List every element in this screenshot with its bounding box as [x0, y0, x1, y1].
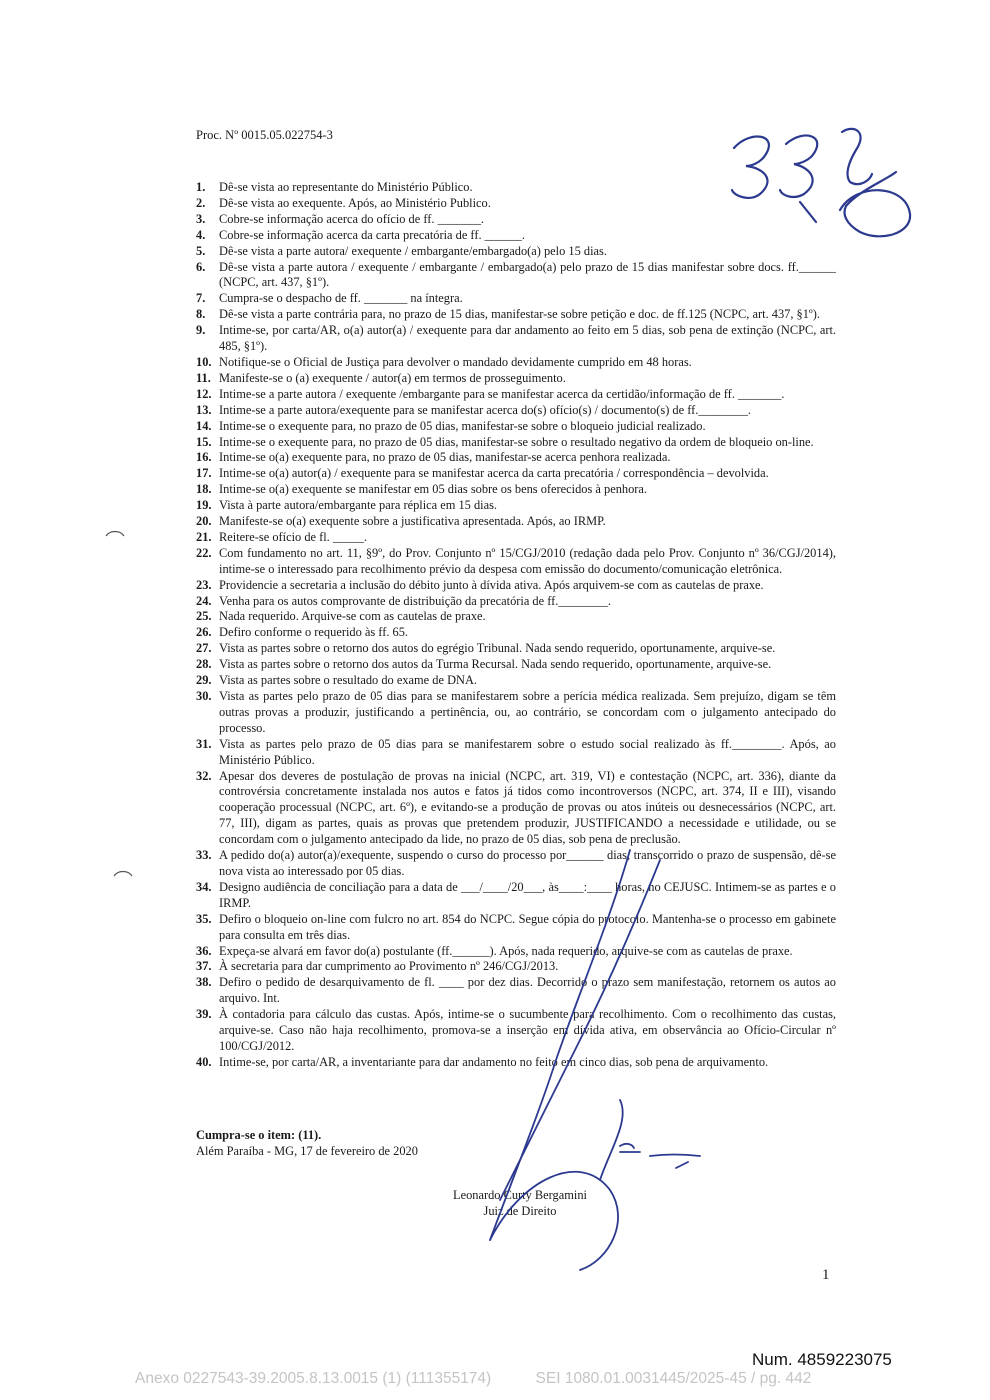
order-item [196, 387, 836, 403]
process-number: Proc. Nº 0015.05.022754-3 [196, 128, 333, 142]
item-text: Com fundamento no art. 11, §9º, do Prov. Conjunto nº 15/CGJ/2010 (redação dada pelo Prov. Conjunto nº 36/CGJ/2014), intime-se o interessado para recolhimento prévio da despesa com emissão do documento/comunicação eletrônica. [219, 545, 836, 576]
item-text: Apesar dos deveres de postulação de provas na inicial (NCPC, art. 319, VI) e contestação (NCPC, art. 336), diante da controvérsia concretamente instalada nos autos e fatos já tidos como incontroversos (NCPC, art. 374, II e III), visando cooperação processual (NCPC, art. 6º), e evitando-se a produção de provas ou atos inúteis ou desnecessários (NCPC, art. 77, III), digam as partes, quais as provas que pretendem produzir, JUSTIFICANDO a necessidade e utilidade, ou se concordam com o julgamento antecipado da lide, no prazo de 05 dias, sob pena de preclusão. [219, 768, 836, 847]
item-number: 11. [196, 370, 211, 385]
item-text: Intime-se o(a) exequente se manifestar em 05 dias sobre os bens oferecidos à penhora. [219, 482, 648, 497]
order-item [196, 737, 836, 769]
item-number: 18. [196, 482, 212, 497]
page-number: 1 [822, 1267, 830, 1283]
item-text: Cobre-se informação acerca do ofício de ff. _______. [219, 211, 485, 226]
item-text: Manifeste-se o (a) exequente / autor(a) em termos de prosseguimento. [219, 370, 566, 385]
item-text: Intime-se, por carta/AR, o(a) autor(a) / exequente para dar andamento ao feito em 5 dias, sob pena de extinção (NCPC, art. 485, §1º). [219, 323, 836, 354]
item-text: Reitere-se ofício de fl. _____. [219, 529, 367, 544]
item-number: 27. [196, 641, 212, 656]
item-text: Cobre-se informação acerca da carta precatória de ff. ______. [219, 227, 525, 242]
item-text: Intime-se o exequente para, no prazo de 05 dias, manifestar-se sobre o bloqueio judicial realizado. [219, 418, 706, 433]
order-item [196, 641, 836, 657]
item-number: 17. [196, 466, 212, 481]
item-number: 2. [196, 195, 206, 210]
order-item [196, 196, 836, 212]
item-number: 8. [196, 307, 206, 322]
order-item [196, 450, 836, 466]
handwritten-dash-mark [610, 1138, 710, 1178]
item-number: 20. [196, 514, 212, 529]
item-text: Vista as partes sobre o retorno dos autos do egrégio Tribunal. Nada sendo requerido, oportunamente, arquive-se. [219, 641, 776, 656]
item-number: 13. [196, 402, 212, 417]
item-text: Dê-se vista a parte autora / exequente / embargante / embargado(a) pelo prazo de 15 dias manifestar sobre docs. ff.______ (NCPC, art. 437, §1º). [219, 259, 836, 290]
item-number: 36. [196, 943, 212, 958]
item-number: 28. [196, 657, 212, 672]
order-item [196, 482, 836, 498]
item-number: 38. [196, 975, 212, 990]
annex-reference: Anexo 0227543-39.2005.8.13.0015 (1) (111355174) [135, 1370, 492, 1387]
item-number: 35. [196, 911, 212, 926]
item-text: Vista as partes sobre o retorno dos autos da Turma Recursal. Nada sendo requerido, oportunamente, arquive-se. [219, 657, 772, 672]
order-item [196, 466, 836, 482]
order-item [196, 625, 836, 641]
footer-watermark [135, 1370, 851, 1388]
order-item [196, 180, 836, 196]
order-item [196, 244, 836, 260]
item-number: 3. [196, 211, 206, 226]
item-text: Vista as partes sobre o resultado do exame de DNA. [219, 673, 478, 688]
item-text: Vista à parte autora/embargante para réplica em 15 dias. [219, 498, 498, 513]
item-number: 39. [196, 1007, 212, 1022]
item-number: 24. [196, 593, 212, 608]
closing-block [196, 1128, 418, 1160]
item-text: Providencie a secretaria a inclusão do débito junto à dívida ativa. Após arquivem-se com as cautelas de praxe. [219, 577, 764, 592]
order-item [196, 307, 836, 323]
item-text: Defiro o bloqueio on-line com fulcro no art. 854 do NCPC. Segue cópia do protocolo. Mantenha-se o processo em gabinete para consulta em três dias. [219, 911, 836, 942]
item-text: Vista as partes pelo prazo de 05 dias para se manifestarem sobre a perícia médica realizada. Sem prejuízo, digam se têm outras provas a produzir, justificando a pertinência, ou, ao contrário, se concordam com o julgamento antecipado do processo. [219, 689, 836, 735]
margin-punch-mark [112, 868, 134, 878]
order-item [196, 594, 836, 610]
sei-reference: SEI 1080.01.0031445/2025-45 / pg. 442 [535, 1370, 812, 1387]
item-text: A pedido do(a) autor(a)/exequente, suspendo o curso do processo por______ dias, transcorrido o prazo de suspensão, dê-se nova vista ao interessado por 05 dias. [219, 848, 836, 878]
item-text: Expeça-se alvará em favor do(a) postulante (ff.______). Após, nada requerido, arquive-se com as cautelas de praxe. [219, 943, 793, 958]
item-number: 7. [196, 291, 206, 306]
item-text: Designo audiência de conciliação para a data de ___/____/20___, às____:____ horas, no CEJUSC. Intimem-se as partes e o IRMP. [219, 879, 836, 910]
item-number: 30. [196, 689, 212, 703]
order-item [196, 355, 836, 371]
judge-role: Juiz de Direito [483, 1203, 557, 1218]
margin-punch-mark [104, 528, 126, 538]
order-item [196, 546, 836, 578]
order-item [196, 689, 836, 737]
item-text: Dê-se vista ao exequente. Após, ao Ministério Publico. [219, 195, 491, 210]
handwritten-signature [460, 820, 710, 1280]
item-number: 34. [196, 879, 212, 894]
item-number: 32. [196, 768, 212, 783]
judge-name: Leonardo Curty Bergamini [453, 1188, 587, 1202]
order-item [196, 419, 836, 435]
item-text: Dê-se vista a parte autora/ exequente / embargante/embargado(a) pelo 15 dias. [219, 243, 607, 258]
document-id: Num. 4859223075 [752, 1350, 892, 1369]
order-item [196, 435, 836, 451]
item-text: Intime-se o(a) exequente para, no prazo de 05 dias, manifestar-se acerca penhora realizada. [219, 450, 671, 465]
item-number: 4. [196, 227, 206, 242]
item-text: À contadoria para cálculo das custas. Após, intime-se o sucumbente para recolhimento. Com o recolhimento das custas, arquive-se. Caso não haja recolhimento, promova-se a inserção em dívida ativa, em observância ao Ofício-Circular nº 100/CGJ/2012. [219, 1007, 836, 1053]
cumpra-line: Cumpra-se o item: (11). [196, 1128, 322, 1142]
item-text: Dê-se vista a parte contrária para, no prazo de 15 dias, manifestar-se sobre petição e doc. de ff.125 (NCPC, art. 437, §1º). [219, 307, 820, 322]
item-text: Intime-se a parte autora / exequente /embargante para se manifestar acerca da certidão/informação de ff. _______. [219, 386, 785, 401]
item-number: 29. [196, 673, 212, 688]
item-text: Intime-se a parte autora/exequente para se manifestar acerca do(s) ofício(s) / documento(s) de ff.________. [219, 402, 751, 417]
item-number: 10. [196, 354, 212, 369]
item-number: 21. [196, 529, 212, 544]
item-number: 14. [196, 418, 212, 433]
item-number: 9. [196, 323, 206, 338]
order-item [196, 371, 836, 387]
order-item [196, 657, 836, 673]
item-text: Vista as partes pelo prazo de 05 dias para se manifestarem sobre o estudo social realizado às ff.________. Após, ao Ministério Público. [219, 736, 836, 767]
order-item [196, 228, 836, 244]
order-item [196, 514, 836, 530]
order-item [196, 609, 836, 625]
item-number: 37. [196, 959, 212, 974]
item-number: 6. [196, 259, 206, 274]
item-text: Defiro conforme o requerido às ff. 65. [219, 625, 409, 640]
item-text: Cumpra-se o despacho de ff. _______ na íntegra. [219, 291, 463, 306]
item-text: Intime-se o exequente para, no prazo de 05 dias, manifestar-se sobre o resultado negativo da ordem de bloqueio on-line. [219, 434, 814, 449]
item-number: 5. [196, 243, 206, 258]
item-number: 26. [196, 625, 212, 640]
item-text: Intime-se o(a) autor(a) / exequente para se manifestar acerca da carta precatória / correspondência – devolvida. [219, 466, 769, 481]
item-text: Intime-se, por carta/AR, a inventariante para dar andamento no feito em cinco dias, sob pena de arquivamento. [219, 1054, 769, 1069]
item-number: 15. [196, 434, 212, 449]
item-text: Manifeste-se o(a) exequente sobre a justificativa apresentada. Após, ao IRMP. [219, 514, 606, 529]
item-number: 1. [196, 180, 206, 194]
item-number: 40. [196, 1054, 212, 1069]
order-item [196, 323, 836, 355]
item-text: Notifique-se o Oficial de Justiça para devolver o mandado devidamente cumprido em 48 horas. [219, 354, 692, 369]
order-item [196, 530, 836, 546]
place-date: Além Paraíba - MG, 17 de fevereiro de 2020 [196, 1143, 418, 1158]
order-item [196, 260, 836, 292]
item-number: 19. [196, 498, 212, 513]
item-number: 23. [196, 577, 212, 592]
order-item [196, 578, 836, 594]
item-text: Defiro o pedido de desarquivamento de fl. ____ por dez dias. Decorrido o prazo sem manifestação, retornem os autos ao arquivo. Int. [219, 975, 836, 1006]
order-item [196, 673, 836, 689]
item-text: Venha para os autos comprovante de distribuição da precatória de ff.________. [219, 593, 612, 608]
item-text: À secretaria para dar cumprimento ao Provimento nº 246/CGJ/2013. [219, 959, 559, 974]
item-number: 31. [196, 736, 212, 751]
item-text: Dê-se vista ao representante do Ministério Público. [219, 180, 473, 194]
order-item [196, 403, 836, 419]
order-item [196, 212, 836, 228]
item-number: 25. [196, 609, 212, 624]
item-text: Nada requerido. Arquive-se com as cautelas de praxe. [219, 609, 486, 624]
order-item [196, 498, 836, 514]
item-number: 33. [196, 848, 212, 863]
item-number: 12. [196, 386, 212, 401]
item-number: 22. [196, 545, 212, 560]
item-number: 16. [196, 450, 212, 465]
order-item [196, 291, 836, 307]
